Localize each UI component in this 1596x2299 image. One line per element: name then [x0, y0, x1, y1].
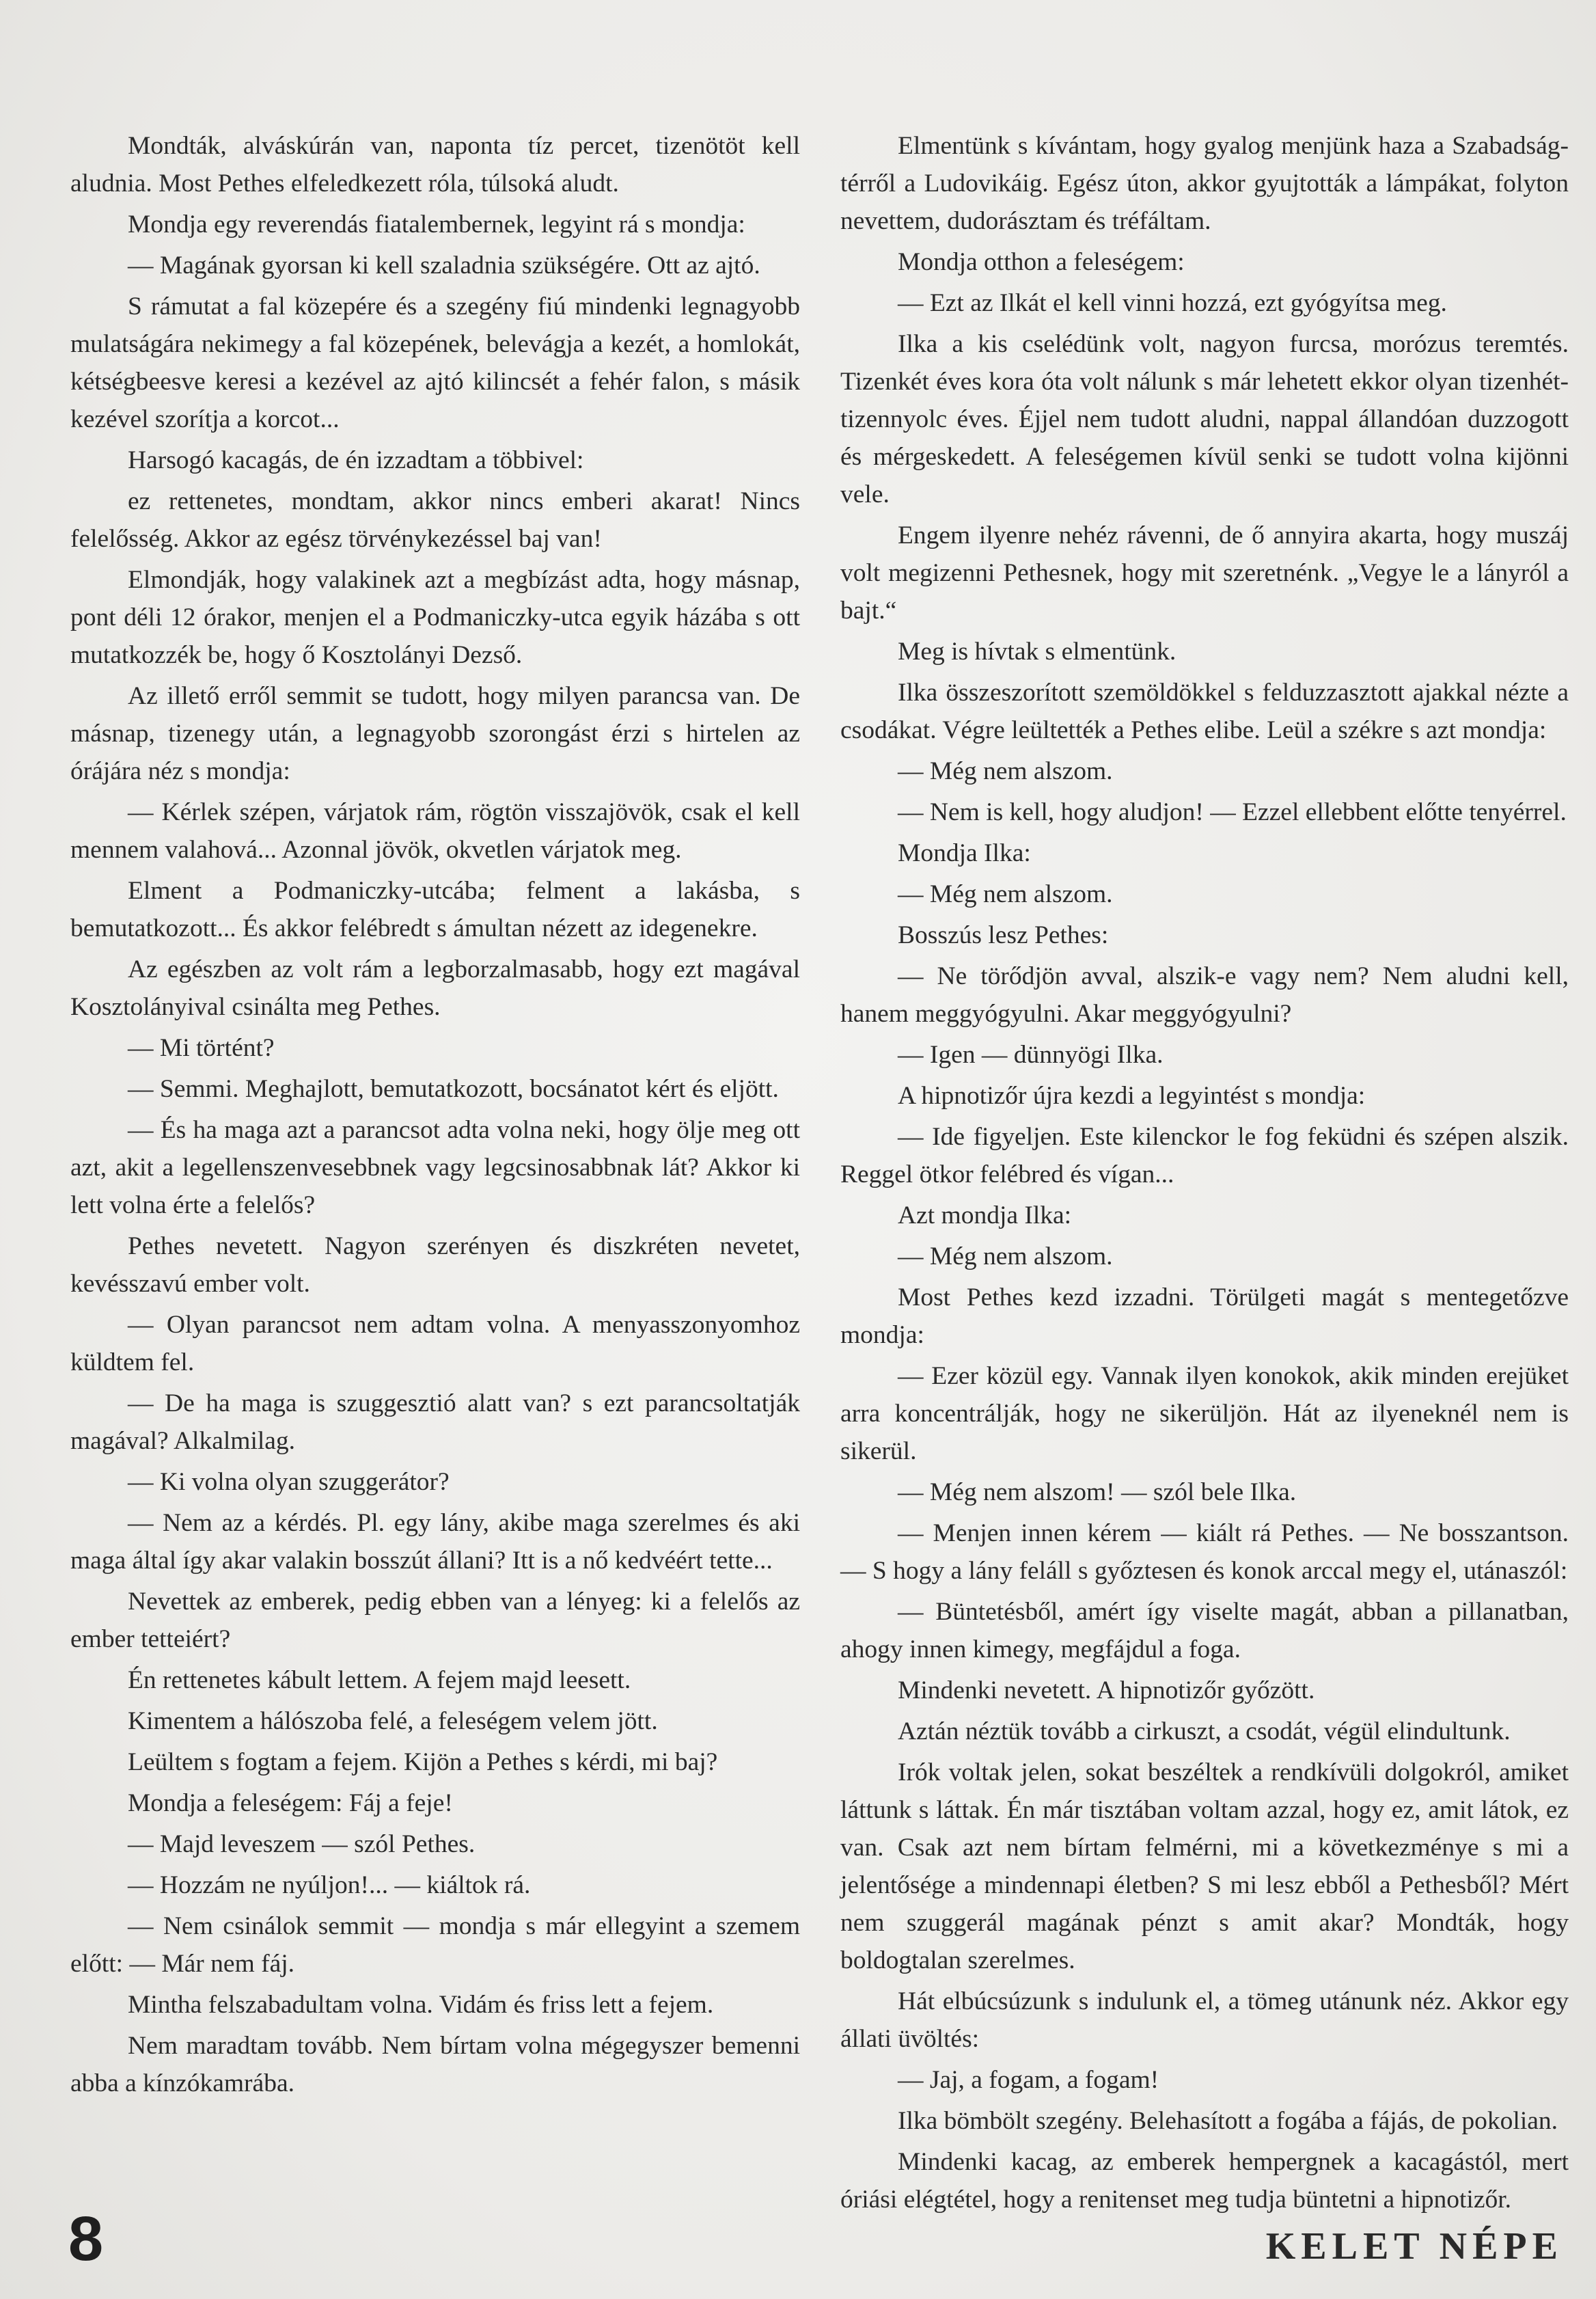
- paragraph: Mindenki kacag, az emberek hempergnek a kacagástól, mert óriási elégtétel, hogy a renitenset meg tudja büntetni a hipnotizőr.: [840, 2148, 1569, 2214]
- paragraph: — Igen — dünnyögi Ilka.: [898, 1041, 1164, 1069]
- paragraph: — Még nem alszom.: [898, 880, 1113, 908]
- paragraph: Én rettenetes kábult lettem. A fejem majd leesett.: [128, 1666, 631, 1694]
- paragraph: A hipnotizőr újra kezdi a legyintést s mondja:: [898, 1082, 1366, 1110]
- paragraph: — Még nem alszom.: [898, 757, 1113, 785]
- paragraph: Mondja Ilka:: [898, 839, 1031, 867]
- paragraph: Leültem s fogtam a fejem. Kijön a Pethes s kérdi, mi baj?: [128, 1748, 718, 1776]
- paragraph: — Ezer közül egy. Vannak ilyen konokok, akik minden erejüket arra koncentrálják, hogy ne sikerüljön. Hát az ilyeneknél nem is sikerül.: [840, 1362, 1569, 1465]
- paragraph: S rámutat a fal közepére és a szegény fiú mindenki legnagyobb mulatságára nekimegy a fal közepének, belevágja a kezét, a homlokát, kétségbeesve keresi a kezével az ajtó kilincsét a fehér falon, s másik kezével szorítja a korcot...: [70, 293, 800, 433]
- paragraph: — Ki volna olyan szuggerátor?: [128, 1468, 450, 1496]
- paragraph: Az illető erről semmit se tudott, hogy milyen parancsa van. De másnap, tizenegy után, a legnagyobb szorongást érzi s hirtelen az órájára néz s mondja:: [70, 682, 800, 785]
- paragraph: Mintha felszabadultam volna. Vidám és friss lett a fejem.: [128, 1991, 714, 2019]
- paragraph: Ilka összeszorított szemöldökkel s felduzzasztott ajakkal nézte a csodákat. Végre leültették a Pethes elibe. Leül a székre s azt mondja:: [840, 679, 1569, 744]
- paragraph: Mondja otthon a feleségem:: [898, 248, 1185, 276]
- paragraph: Irók voltak jelen, sokat beszéltek a rendkívüli dolgokról, amiket láttunk s láttak. Én már tisztában voltam azzal, hogy ez, amit látok, ez van. Csak azt nem bírtam felmérni, mi a következménye s mi a jelentősége a mindennapi életben? S mi lesz ebből a Pethesből? Mért nem szuggerál magának pénzt s amit akar? Mondták, hogy boldogtalan szerelmes.: [840, 1758, 1569, 1974]
- paragraph: — De ha maga is szuggesztió alatt van? s ezt parancsoltatják magával? Alkalmilag.: [70, 1389, 800, 1455]
- paragraph: — Ezt az Ilkát el kell vinni hozzá, ezt gyógyítsa meg.: [898, 289, 1447, 317]
- paragraph: Mondja egy reverendás fiatalembernek, legyint rá s mondja:: [128, 210, 745, 239]
- paragraph: Hát elbúcsúzunk s indulunk el, a tömeg utánunk néz. Akkor egy állati üvöltés:: [840, 1987, 1569, 2053]
- paragraph: — Mi történt?: [128, 1034, 275, 1062]
- paragraph: ez rettenetes, mondtam, akkor nincs emberi akarat! Nincs felelősség. Akkor az egész törvénykezéssel baj van!: [70, 487, 800, 553]
- paragraph: — Nem csinálok semmit — mondja s már ellegyint a szemem előtt: — Már nem fáj.: [70, 1912, 800, 1978]
- paragraph: — Majd leveszem — szól Pethes.: [128, 1830, 476, 1858]
- paragraph: Mondták, alváskúrán van, naponta tíz percet, tizenötöt kell aludnia. Most Pethes elfeledkezett róla, túlsoká aludt.: [70, 132, 800, 198]
- paragraph: — Ne törődjön avval, alszik-e vagy nem? Nem aludni kell, hanem meggyógyulni. Akar meggyógyulni?: [840, 962, 1569, 1028]
- paragraph: Nevettek az emberek, pedig ebben van a lényeg: ki a felelős az ember tetteiért?: [70, 1588, 800, 1653]
- paragraph: Elmentünk s kívántam, hogy gyalog menjünk haza a Szabadság-térről a Ludovikáig. Egész úton, akkor gyujtották a lámpákat, folyton nevettem, dudorásztam és tréfáltam.: [840, 132, 1569, 235]
- paragraph: — Magának gyorsan ki kell szaladnia szükségére. Ott az ajtó.: [128, 251, 760, 280]
- paragraph: Ilka bömbölt szegény. Belehasított a fogába a fájás, de pokolian.: [898, 2107, 1558, 2135]
- magazine-title: KELET NÉPE: [1265, 2225, 1563, 2268]
- paragraph: — Menjen innen kérem — kiált rá Pethes. — Ne bosszantson. — S hogy a lány feláll s győztesen és konok arccal megy el, utánaszól:: [840, 1519, 1569, 1585]
- paragraph: Most Pethes kezd izzadni. Törülgeti magát s mentegetőzve mondja:: [840, 1283, 1569, 1349]
- paragraph: Engem ilyenre nehéz rávenni, de ő annyira akarta, hogy muszáj volt megizenni Pethesnek, hogy mit szeretnénk. „Vegye le a lányról a bajt.“: [840, 521, 1569, 625]
- paragraph: — Hozzám ne nyúljon!... — kiáltok rá.: [128, 1871, 531, 1899]
- paragraph: — Nem az a kérdés. Pl. egy lány, akibe maga szerelmes és aki maga által így akar valakin bosszút állani? Itt is a nő kedvéért tette...: [70, 1509, 800, 1575]
- right-text-column: [840, 127, 1569, 2222]
- paragraph: Az egészben az volt rám a legborzalmasabb, hogy ezt magával Kosztolányival csinálta meg Pethes.: [70, 955, 800, 1021]
- paragraph: — Még nem alszom.: [898, 1242, 1113, 1270]
- paragraph: Elment a Podmaniczky-utcába; felment a lakásba, s bemutatkozott... És akkor felébredt s ámultan nézett az idegenekre.: [70, 877, 800, 942]
- paragraph: Pethes nevetett. Nagyon szerényen és diszkréten nevetet, kevésszavú ember volt.: [70, 1232, 800, 1298]
- paragraph: — Büntetésből, amért így viselte magát, abban a pillanatban, ahogy innen kimegy, megfájdul a foga.: [840, 1598, 1569, 1663]
- paragraph: — Jaj, a fogam, a fogam!: [898, 2066, 1159, 2094]
- paragraph: Harsogó kacagás, de én izzadtam a többivel:: [128, 446, 584, 474]
- paragraph: — Nem is kell, hogy aludjon! — Ezzel ellebbent előtte tenyérrel.: [898, 798, 1567, 826]
- paragraph: Elmondják, hogy valakinek azt a megbízást adta, hogy másnap, pont déli 12 órakor, menjen el a Podmaniczky-utca egyik házába s ott mutatkozzék be, hogy ő Kosztolányi Dezső.: [70, 566, 800, 669]
- page-number: 8: [68, 2204, 104, 2274]
- paragraph: Azt mondja Ilka:: [898, 1201, 1072, 1229]
- paragraph: Mondja a feleségem: Fáj a feje!: [128, 1789, 453, 1817]
- paragraph: Kimentem a hálószoba felé, a feleségem velem jött.: [128, 1707, 658, 1735]
- paragraph: — Olyan parancsot nem adtam volna. A menyasszonyomhoz küldtem fel.: [70, 1311, 800, 1376]
- paragraph: — Kérlek szépen, várjatok rám, rögtön visszajövök, csak el kell mennem valahová... Azonnal jövök, okvetlen várjatok meg.: [70, 798, 800, 864]
- paragraph: Aztán néztük tovább a cirkuszt, a csodát, végül elindultunk.: [898, 1717, 1511, 1745]
- paragraph: — És ha maga azt a parancsot adta volna neki, hogy ölje meg ott azt, akit a legellenszenvesebbnek vagy legcsinosabbnak lát? Akkor ki lett volna érte a felelős?: [70, 1116, 800, 1219]
- paragraph: Nem maradtam tovább. Nem bírtam volna mégegyszer bemenni abba a kínzókamrába.: [70, 2032, 800, 2097]
- paragraph: Mindenki nevetett. A hipnotizőr győzött.: [898, 1676, 1315, 1704]
- paragraph: Bosszús lesz Pethes:: [898, 921, 1109, 949]
- paragraph: Ilka a kis cselédünk volt, nagyon furcsa, morózus teremtés. Tizenkét éves kora óta volt nálunk s már lehetett ekkor olyan tizenhét-tizennyolc éves. Éjjel nem tudott aludni, nappal állandóan duzzogott és mérgeskedett. A feleségemen kívül senki se tudott volna kijönni vele.: [840, 330, 1569, 508]
- paragraph: Meg is hívtak s elmentünk.: [898, 638, 1177, 666]
- left-text-column: [70, 127, 800, 2106]
- paragraph: — Még nem alszom! — szól bele Ilka.: [898, 1478, 1297, 1506]
- paragraph: — Semmi. Meghajlott, bemutatkozott, bocsánatot kért és eljött.: [128, 1075, 779, 1103]
- paragraph: — Ide figyeljen. Este kilenckor le fog feküdni és szépen alszik. Reggel ötkor felébred és vígan...: [840, 1123, 1569, 1188]
